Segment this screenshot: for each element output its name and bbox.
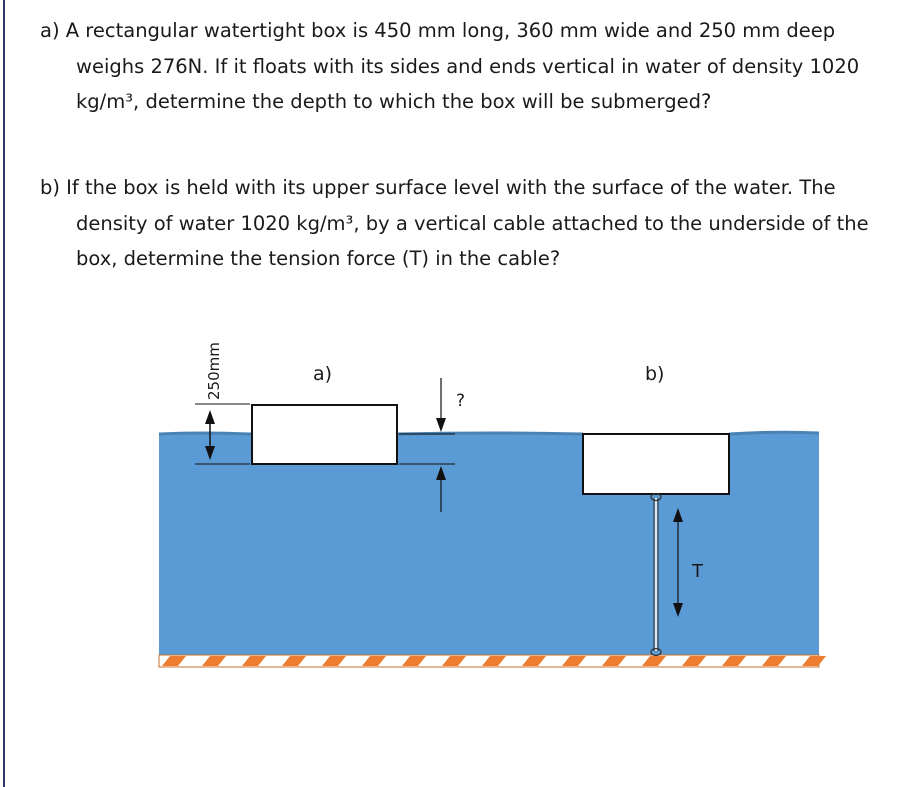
box-b (583, 434, 729, 494)
unknown-depth-label: ? (456, 391, 466, 411)
depth-label: 250mm (205, 342, 223, 400)
diagram-label-a: a) (313, 363, 333, 385)
ground-strip (159, 655, 826, 667)
question-a-text: a) A rectangular watertight box is 450 mm long, 360 mm wide and 250 mm deep weighs 276N. If it floats with its sides and ends vertical in water of density 1020 kg/m³, determine the depth to which the box will be submerged? (40, 19, 860, 113)
tension-label: T (692, 561, 703, 582)
question-b-text: b) If the box is held with its upper surface level with the surface of the water. The density of water 1020 kg/m³, by a vertical cable attached to the underside of the box, determine the tension force (T) in the cable? (40, 176, 869, 270)
diagram-label-b: b) (645, 363, 665, 385)
box-a (252, 405, 397, 464)
